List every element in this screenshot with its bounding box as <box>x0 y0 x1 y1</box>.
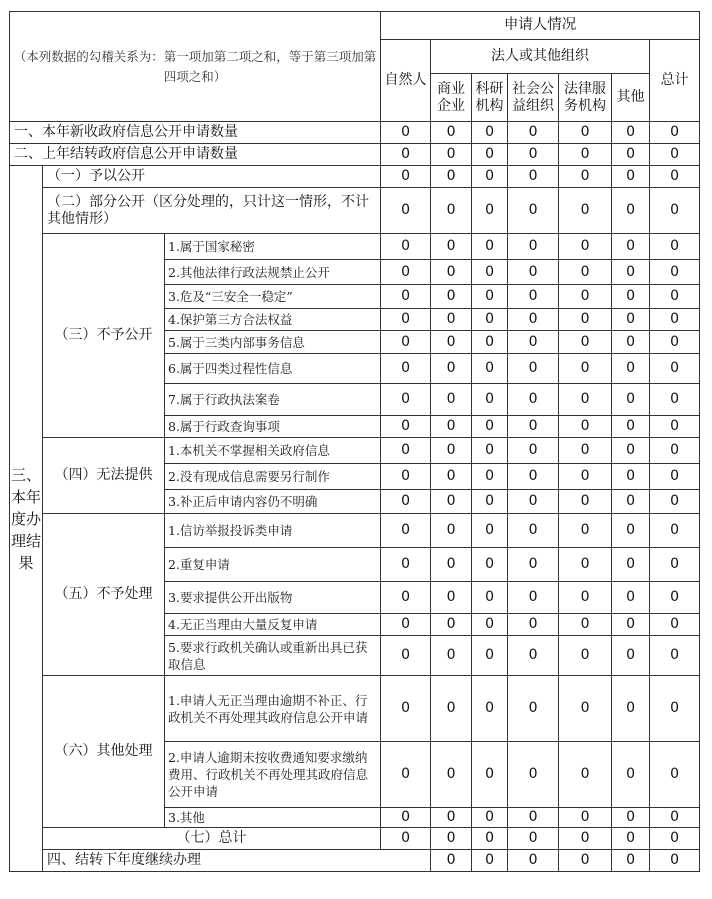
value-cell: 0 <box>472 850 508 872</box>
value-cell: 0 <box>381 438 431 464</box>
value-cell: 0 <box>650 188 700 234</box>
value-cell: 0 <box>650 742 700 808</box>
table-row <box>10 166 700 188</box>
value-cell: 0 <box>381 122 431 144</box>
header-note: （本列数据的勾稽关系为：第一项加第二项之和，等于第三项加第四项之和） <box>10 12 381 122</box>
value-cell: 0 <box>650 384 700 416</box>
value-cell: 0 <box>508 144 559 166</box>
value-cell: 0 <box>612 260 650 285</box>
value-cell: 0 <box>559 331 612 354</box>
header-total: 总计 <box>650 40 700 122</box>
value-cell: 0 <box>650 285 700 309</box>
value-cell: 0 <box>508 354 559 384</box>
value-cell: 0 <box>508 384 559 416</box>
value-cell: 0 <box>559 438 612 464</box>
value-cell: 0 <box>431 285 472 309</box>
table-row <box>10 188 700 234</box>
value-cell: 0 <box>472 676 508 742</box>
value-cell: 0 <box>612 416 650 438</box>
value-cell: 0 <box>381 676 431 742</box>
table-row <box>10 828 700 850</box>
value-cell: 0 <box>381 384 431 416</box>
value-cell: 0 <box>508 188 559 234</box>
value-cell: 0 <box>559 742 612 808</box>
value-cell: 0 <box>650 260 700 285</box>
report-table-container <box>9 11 700 872</box>
value-cell: 0 <box>381 464 431 490</box>
value-cell: 0 <box>508 828 559 850</box>
value-cell: 0 <box>472 122 508 144</box>
item-label: 4.无正当理由大量反复申请 <box>165 614 381 636</box>
value-cell: 0 <box>472 384 508 416</box>
value-cell: 0 <box>559 354 612 384</box>
value-cell: 0 <box>559 828 612 850</box>
value-cell: 0 <box>650 144 700 166</box>
table-row <box>10 676 700 742</box>
value-cell: 0 <box>612 234 650 260</box>
value-cell: 0 <box>650 166 700 188</box>
value-cell: 0 <box>559 188 612 234</box>
item-label: 5.要求行政机关确认或重新出具已获取信息 <box>165 636 381 676</box>
value-cell: 0 <box>431 582 472 614</box>
value-cell: 0 <box>650 828 700 850</box>
value-cell: 0 <box>612 614 650 636</box>
item-label: 5.属于三类内部事务信息 <box>165 331 381 354</box>
header-other: 其他 <box>612 74 650 122</box>
item-label: 7.属于行政执法案卷 <box>165 384 381 416</box>
value-cell: 0 <box>508 309 559 331</box>
value-cell: 0 <box>650 614 700 636</box>
value-cell: 0 <box>559 416 612 438</box>
value-cell: 0 <box>431 416 472 438</box>
value-cell: 0 <box>612 122 650 144</box>
value-cell: 0 <box>431 331 472 354</box>
value-cell: 0 <box>650 582 700 614</box>
table-row <box>10 438 700 464</box>
value-cell: 0 <box>431 636 472 676</box>
item-label: 1.属于国家秘密 <box>165 234 381 260</box>
header-research: 科研机构 <box>472 74 508 122</box>
value-cell: 0 <box>612 188 650 234</box>
value-cell: 0 <box>381 144 431 166</box>
value-cell: 0 <box>612 354 650 384</box>
value-cell: 0 <box>559 614 612 636</box>
item-label: 3.其他 <box>165 808 381 828</box>
value-cell: 0 <box>431 548 472 582</box>
value-cell: 0 <box>508 582 559 614</box>
value-cell: 0 <box>612 464 650 490</box>
value-cell: 0 <box>612 438 650 464</box>
value-cell: 0 <box>431 188 472 234</box>
value-cell: 0 <box>559 464 612 490</box>
report-table <box>9 11 700 872</box>
value-cell: 0 <box>472 188 508 234</box>
value-cell: 0 <box>431 122 472 144</box>
header-legal-service: 法律服务机构 <box>559 74 612 122</box>
value-cell: 0 <box>508 416 559 438</box>
table-row <box>10 144 700 166</box>
value-cell: 0 <box>472 742 508 808</box>
value-cell: 0 <box>650 548 700 582</box>
item-label: 4.保护第三方合法权益 <box>165 309 381 331</box>
value-cell: 0 <box>508 464 559 490</box>
value-cell: 0 <box>381 582 431 614</box>
value-cell: 0 <box>612 636 650 676</box>
value-cell: 0 <box>650 514 700 548</box>
group-label-g3: （三）不予公开 <box>43 234 165 438</box>
value-cell: 0 <box>472 548 508 582</box>
value-cell: 0 <box>650 464 700 490</box>
value-cell: 0 <box>650 808 700 828</box>
value-cell: 0 <box>650 309 700 331</box>
value-cell: 0 <box>472 438 508 464</box>
value-cell: 0 <box>381 166 431 188</box>
value-cell: 0 <box>650 416 700 438</box>
value-cell: 0 <box>650 676 700 742</box>
section3-label: 三、本年度办理结果 <box>10 166 43 872</box>
value-cell: 0 <box>472 808 508 828</box>
value-cell: 0 <box>431 464 472 490</box>
value-cell: 0 <box>431 514 472 548</box>
value-cell: 0 <box>650 354 700 384</box>
value-cell: 0 <box>559 166 612 188</box>
value-cell: 0 <box>431 354 472 384</box>
group-label-g5: （五）不予处理 <box>43 514 165 676</box>
row-label-r1: 一、本年新收政府信息公开申请数量 <box>10 122 381 144</box>
table-row <box>10 850 700 872</box>
value-cell: 0 <box>612 676 650 742</box>
value-cell: 0 <box>559 490 612 514</box>
value-cell: 0 <box>612 384 650 416</box>
value-cell: 0 <box>381 808 431 828</box>
value-cell: 0 <box>559 260 612 285</box>
value-cell: 0 <box>559 309 612 331</box>
value-cell: 0 <box>612 144 650 166</box>
header-natural-person: 自然人 <box>381 40 431 122</box>
value-cell: 0 <box>650 438 700 464</box>
value-cell: 0 <box>650 331 700 354</box>
header-applicant-situation: 申请人情况 <box>381 12 700 40</box>
value-cell: 0 <box>612 309 650 331</box>
value-cell: 0 <box>381 416 431 438</box>
item-label: 2.重复申请 <box>165 548 381 582</box>
value-cell: 0 <box>559 384 612 416</box>
value-cell: 0 <box>472 582 508 614</box>
value-cell: 0 <box>431 742 472 808</box>
value-cell: 0 <box>381 331 431 354</box>
value-cell: 0 <box>431 438 472 464</box>
value-cell: 0 <box>508 742 559 808</box>
value-cell: 0 <box>381 828 431 850</box>
value-cell: 0 <box>472 514 508 548</box>
value-cell: 0 <box>612 828 650 850</box>
value-cell: 0 <box>559 144 612 166</box>
value-cell: 0 <box>381 514 431 548</box>
value-cell: 0 <box>472 416 508 438</box>
value-cell: 0 <box>381 636 431 676</box>
value-cell: 0 <box>559 582 612 614</box>
value-cell: 0 <box>431 260 472 285</box>
value-cell: 0 <box>381 285 431 309</box>
row-label-r3-1: （一）予以公开 <box>43 166 381 188</box>
header-commercial: 商业企业 <box>431 74 472 122</box>
value-cell: 0 <box>559 636 612 676</box>
value-cell: 0 <box>381 548 431 582</box>
value-cell: 0 <box>612 808 650 828</box>
value-cell: 0 <box>508 548 559 582</box>
value-cell: 0 <box>650 234 700 260</box>
value-cell: 0 <box>650 850 700 872</box>
item-label: 1.信访举报投诉类申请 <box>165 514 381 548</box>
item-label: 8.属于行政查询事项 <box>165 416 381 438</box>
value-cell: 0 <box>559 514 612 548</box>
value-cell: 0 <box>381 614 431 636</box>
value-cell: 0 <box>472 234 508 260</box>
value-cell: 0 <box>559 548 612 582</box>
value-cell: 0 <box>431 676 472 742</box>
value-cell: 0 <box>508 260 559 285</box>
value-cell: 0 <box>472 636 508 676</box>
value-cell: 0 <box>508 438 559 464</box>
group-label-g4: （四）无法提供 <box>43 438 165 514</box>
value-cell: 0 <box>508 234 559 260</box>
value-cell: 0 <box>381 742 431 808</box>
value-cell: 0 <box>472 166 508 188</box>
value-cell: 0 <box>508 850 559 872</box>
value-cell: 0 <box>472 828 508 850</box>
value-cell: 0 <box>472 144 508 166</box>
value-cell: 0 <box>472 309 508 331</box>
item-label: 1.本机关不掌握相关政府信息 <box>165 438 381 464</box>
value-cell: 0 <box>381 354 431 384</box>
value-cell: 0 <box>559 850 612 872</box>
value-cell: 0 <box>612 285 650 309</box>
value-cell: 0 <box>381 234 431 260</box>
value-cell: 0 <box>508 331 559 354</box>
value-cell: 0 <box>472 614 508 636</box>
item-label: 2.其他法律行政法规禁止公开 <box>165 260 381 285</box>
value-cell: 0 <box>431 808 472 828</box>
value-cell: 0 <box>431 144 472 166</box>
value-cell: 0 <box>472 285 508 309</box>
item-label: 3.补正后申请内容仍不明确 <box>165 490 381 514</box>
item-label: 2.没有现成信息需要另行制作 <box>165 464 381 490</box>
value-cell: 0 <box>381 309 431 331</box>
header-legal-person-group: 法人或其他组织 <box>431 40 650 74</box>
value-cell: 0 <box>559 234 612 260</box>
item-label: 2.申请人逾期未按收费通知要求缴纳费用、行政机关不再处理其政府信息公开申请 <box>165 742 381 808</box>
value-cell: 0 <box>612 166 650 188</box>
value-cell: 0 <box>431 309 472 331</box>
value-cell: 0 <box>381 188 431 234</box>
value-cell: 0 <box>431 384 472 416</box>
table-row <box>10 234 700 260</box>
value-cell: 0 <box>431 234 472 260</box>
value-cell: 0 <box>508 285 559 309</box>
value-cell: 0 <box>431 614 472 636</box>
value-cell: 0 <box>431 828 472 850</box>
item-label: 3.危及“三安全一稳定” <box>165 285 381 309</box>
item-label: 3.要求提供公开出版物 <box>165 582 381 614</box>
value-cell: 0 <box>508 514 559 548</box>
value-cell: 0 <box>381 260 431 285</box>
value-cell: 0 <box>650 636 700 676</box>
value-cell: 0 <box>472 354 508 384</box>
header-social-welfare: 社会公益组织 <box>508 74 559 122</box>
value-cell: 0 <box>508 166 559 188</box>
table-row <box>10 122 700 144</box>
row-label-r3-7: （七）总计 <box>43 828 381 850</box>
value-cell: 0 <box>650 490 700 514</box>
value-cell: 0 <box>508 490 559 514</box>
row-label-r4: 四、结转下年度继续办理 <box>43 850 431 872</box>
item-label: 6.属于四类过程性信息 <box>165 354 381 384</box>
value-cell: 0 <box>559 122 612 144</box>
value-cell: 0 <box>431 166 472 188</box>
value-cell: 0 <box>650 122 700 144</box>
value-cell: 0 <box>381 490 431 514</box>
value-cell: 0 <box>472 490 508 514</box>
group-label-g6: （六）其他处理 <box>43 676 165 828</box>
value-cell: 0 <box>612 490 650 514</box>
value-cell: 0 <box>612 331 650 354</box>
value-cell: 0 <box>472 331 508 354</box>
value-cell: 0 <box>508 614 559 636</box>
value-cell: 0 <box>508 808 559 828</box>
value-cell: 0 <box>472 260 508 285</box>
value-cell: 0 <box>559 808 612 828</box>
value-cell: 0 <box>431 490 472 514</box>
value-cell: 0 <box>612 548 650 582</box>
value-cell: 0 <box>431 850 472 872</box>
value-cell: 0 <box>612 582 650 614</box>
row-label-r2: 二、上年结转政府信息公开申请数量 <box>10 144 381 166</box>
value-cell: 0 <box>612 850 650 872</box>
value-cell: 0 <box>559 676 612 742</box>
value-cell: 0 <box>612 742 650 808</box>
value-cell: 0 <box>508 122 559 144</box>
value-cell: 0 <box>472 464 508 490</box>
value-cell: 0 <box>508 676 559 742</box>
table-row <box>10 514 700 548</box>
value-cell: 0 <box>559 285 612 309</box>
value-cell: 0 <box>508 636 559 676</box>
value-cell: 0 <box>612 514 650 548</box>
row-label-r3-2: （二）部分公开（区分处理的，只计这一情形，不计其他情形） <box>43 188 381 234</box>
item-label: 1.申请人无正当理由逾期不补正、行政机关不再处理其政府信息公开申请 <box>165 676 381 742</box>
